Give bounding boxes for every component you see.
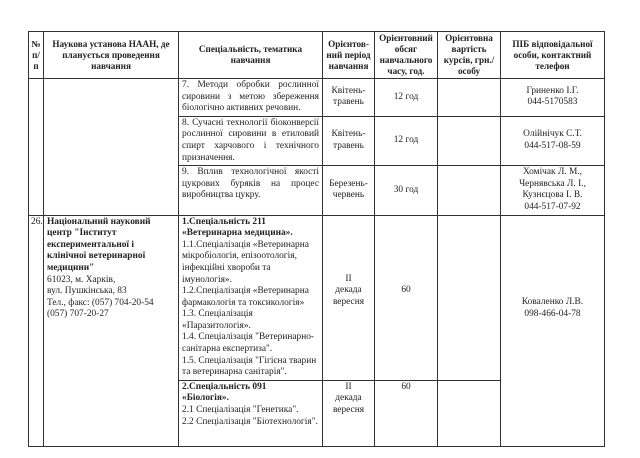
contact-cell: [501, 116, 605, 165]
institution-cell-empty: [44, 79, 179, 216]
header-cost: Орієнтовна вартість курсів, грн./особу: [438, 32, 501, 79]
hours-cell: 12 год: [375, 79, 438, 117]
specialization-item: 1.1.Спеціалізація «Ветеринарна мікробіологія, епізоотологія, інфекційні хвороби та імунологія».: [182, 239, 309, 285]
cost-cell: [438, 166, 501, 215]
cost-cell: [438, 79, 501, 117]
program-title: 1.Спеціальність 211: [182, 216, 266, 227]
program-cell: [179, 380, 323, 446]
num-cell: 26.: [29, 215, 44, 446]
period-cell: Квітень-травень: [323, 79, 375, 117]
specialization-item: 1.4. Спеціалізація "Ветеринарно-санітарна експертиза".: [182, 332, 315, 355]
period-line: декада: [335, 285, 362, 296]
header-row: [29, 32, 605, 79]
program-cell: [179, 215, 323, 380]
institution-name-line: центр "Інститут: [47, 228, 117, 239]
header-specialty: Спеціальність, тематика навчання: [179, 32, 323, 79]
hours-cell: 60: [375, 380, 438, 446]
contact-name: Коваленко Л.В.: [521, 297, 584, 308]
topic-cell: 8. Сучасні технології біоконверсії рослинної сировини в етиловий спирт харчового і технічного призначення.: [179, 116, 323, 165]
phone-line: (057) 707-20-27: [47, 309, 109, 320]
address-line: 61023, м. Харків,: [47, 274, 116, 285]
period-cell: Березень-червень: [323, 166, 375, 215]
table-row: [29, 215, 605, 380]
specialization-item: 1.5. Спеціалізація "Гігієна тварин та ветеринарна санітарія".: [182, 355, 317, 378]
period-line: вересня: [332, 296, 365, 307]
program-title: «Біологія».: [182, 393, 229, 404]
hours-cell: 12 год: [375, 116, 438, 165]
period-line: вересня: [332, 405, 365, 416]
institution-name-line: медицини": [47, 262, 95, 273]
program-title: 2.Спеціальність 091: [182, 381, 267, 392]
institution-name-line: Національний науковий: [47, 216, 151, 227]
contact-cell: [501, 215, 605, 446]
program-title: «Ветеринарна медицина».: [182, 228, 293, 239]
period-cell: [323, 380, 375, 446]
topic-cell: 9. Вплив технологічної якості цукрових буряків на процес виробництва цукру.: [179, 166, 323, 215]
topic-cell: 7. Методи обробки рослинної сировини з метою збереження біологічно активних речовин.: [179, 79, 323, 117]
institution-name-line: клінічної ветеринарної: [47, 251, 146, 262]
specialization-item: 1.3. Спеціалізація «Паразитологія».: [182, 309, 253, 331]
address-line: вул. Пушкінська, 83: [47, 286, 127, 297]
contact-name: Олійнічук С.Т.: [523, 129, 582, 140]
contact-phone: 044-517-08-59: [524, 140, 581, 151]
header-hours: Орієнтовний обсяг навчального часу, год.: [375, 32, 438, 79]
hours-cell: 30 год: [375, 166, 438, 215]
specialization-item: 2.2 Спеціалізація "Біотехнологія".: [182, 416, 318, 427]
contact-phone: 044-517-07-92: [524, 201, 581, 212]
contact-name: Гриненко І.Г.: [526, 85, 579, 96]
contact-name: Хомічак Л. М.,: [522, 167, 583, 178]
contact-cell: [501, 79, 605, 117]
table-row: [29, 79, 605, 117]
cost-cell: [438, 380, 501, 446]
period-cell: Квітень-травень: [323, 116, 375, 165]
header-contact: ПІБ відповідальної особи, контактний телефон: [501, 32, 605, 79]
header-institution: Наукова установа НААН, де планується проведення навчання: [44, 32, 179, 79]
num-cell-empty: [29, 79, 44, 216]
contact-cell: [501, 166, 605, 215]
period-line: декада: [335, 393, 362, 404]
header-period: Орієнтов-ний період навчання: [323, 32, 375, 79]
specialization-item: 2.1 Спеціалізація "Генетика".: [182, 405, 299, 416]
contact-name: Кузнєцова І. В.: [522, 190, 583, 201]
specialization-item: 1.2.Спеціалізація «Ветеринарна фармакологія та токсикологія»: [182, 286, 309, 308]
institution-cell: [44, 215, 179, 446]
period-line: II: [345, 273, 352, 284]
institution-name-line: експериментальної і: [47, 239, 134, 250]
hours-cell: 60: [375, 215, 438, 380]
training-table: [28, 31, 605, 447]
cost-cell: [438, 215, 501, 380]
contact-name: Чернявська Л. І.,: [519, 178, 586, 189]
header-num: № п/п: [29, 32, 44, 79]
contact-phone: 098-466-04-78: [524, 308, 581, 319]
contact-phone: 044-5170583: [527, 97, 578, 108]
cost-cell: [438, 116, 501, 165]
phone-line: Тел., факс: (057) 704-20-54: [47, 297, 154, 308]
period-cell: [323, 215, 375, 380]
period-line: II: [345, 381, 352, 392]
